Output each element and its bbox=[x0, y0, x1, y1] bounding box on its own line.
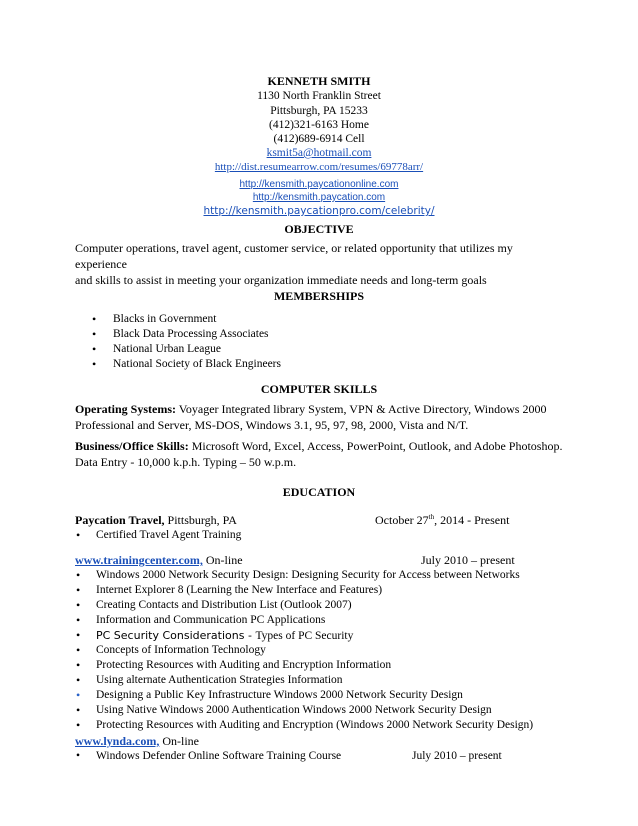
street-address: 1130 North Franklin Street bbox=[257, 90, 381, 102]
list-item: • Designing a Public Key Infrastructure Windows 2000 Network Security Design bbox=[75, 688, 533, 703]
business-skills-text: Microsoft Word, Excel, Access, PowerPoint, Outlook, and Adobe Photoshop. bbox=[188, 439, 563, 453]
memberships-list bbox=[75, 312, 281, 372]
trainingcenter-dates: July 2010 – present bbox=[421, 553, 515, 567]
objective-line-1: Computer operations, travel agent, customer service, or related opportunity that utilizes my experience bbox=[75, 241, 513, 271]
list-item: • Windows 2000 Network Security Design: Designing Security for Access between Networks bbox=[75, 568, 533, 583]
paycation-items bbox=[75, 528, 241, 543]
paycation-org: Paycation Travel, bbox=[75, 513, 165, 527]
list-item: • Information and Communication PC Applications bbox=[75, 613, 533, 628]
education-entry-trainingcenter bbox=[75, 552, 565, 568]
education-entry-paycation bbox=[75, 512, 565, 528]
memberships-heading: MEMBERSHIPS bbox=[273, 289, 364, 303]
cell-phone: (412)689-6914 Cell bbox=[273, 133, 365, 145]
operating-systems-block bbox=[75, 401, 565, 433]
list-item: • Using alternate Authentication Strategies Information bbox=[75, 673, 533, 688]
list-item: • Protecting Resources with Auditing and Encryption (Windows 2000 Network Security Design) bbox=[75, 718, 533, 733]
paycationpro-link[interactable]: http://kensmith.paycationpro.com/celebrity/ bbox=[203, 205, 435, 217]
objective-line-2: and skills to assist in meeting your organization immediate needs and long-term goals bbox=[75, 273, 487, 287]
paycationonline-link[interactable]: http://kensmith.paycationonline.com bbox=[239, 179, 399, 190]
paycation-dates: October 27th, 2014 - Present bbox=[375, 513, 510, 527]
list-item: • Protecting Resources with Auditing and Encryption Information bbox=[75, 658, 533, 673]
list-item: • Black Data Processing Associates bbox=[75, 327, 281, 342]
list-item: • Certified Travel Agent Training bbox=[75, 528, 241, 543]
objective-heading: OBJECTIVE bbox=[284, 222, 354, 236]
trainingcenter-items bbox=[75, 568, 533, 733]
education-entry-lynda bbox=[75, 733, 565, 749]
trainingcenter-location: On-line bbox=[202, 553, 243, 567]
objective-text bbox=[75, 240, 565, 288]
lynda-location: On-line bbox=[159, 734, 199, 748]
lynda-item: Windows Defender Online Software Training Course bbox=[96, 750, 342, 762]
list-item: • Internet Explorer 8 (Learning the New Interface and Features) bbox=[75, 583, 533, 598]
list-item: • National Society of Black Engineers bbox=[75, 357, 281, 372]
lynda-link[interactable]: www.lynda.com, bbox=[75, 734, 160, 748]
resumearrow-link[interactable]: http://dist.resumearrow.com/resumes/69778arr/ bbox=[214, 161, 424, 173]
paycation-location: Pittsburgh, PA bbox=[164, 513, 237, 527]
list-item: • Blacks in Government bbox=[75, 312, 281, 327]
email-link[interactable]: ksmit5a@hotmail.com bbox=[266, 147, 372, 159]
list-item: • National Urban League bbox=[75, 342, 281, 357]
business-skills-block bbox=[75, 438, 565, 470]
education-heading: EDUCATION bbox=[282, 485, 356, 499]
operating-systems-label: Operating Systems: bbox=[75, 402, 176, 416]
applicant-name: KENNETH SMITH bbox=[267, 74, 371, 88]
pc-security-prefix: PC Security Considerations - bbox=[96, 629, 256, 642]
operating-systems-text-2: Professional and Server, MS-DOS, Windows 3.1, 95, 97, 98, 2000, Vista and N/T. bbox=[75, 418, 469, 432]
lynda-dates: July 2010 – present bbox=[412, 750, 502, 762]
operating-systems-text: Voyager Integrated library System, VPN & Active Directory, Windows 2000 bbox=[176, 402, 547, 416]
business-skills-label: Business/Office Skills: bbox=[75, 439, 189, 453]
home-phone: (412)321-6163 Home bbox=[269, 119, 369, 131]
list-item: • Using Native Windows 2000 Authentication Windows 2000 Network Security Design bbox=[75, 703, 533, 718]
list-item: • Concepts of Information Technology bbox=[75, 643, 533, 658]
bullet-icon: • bbox=[76, 750, 81, 762]
list-item: • Creating Contacts and Distribution List (Outlook 2007) bbox=[75, 598, 533, 613]
list-item: • PC Security Considerations - Types of PC Security bbox=[75, 628, 533, 643]
business-skills-text-2: Data Entry - 10,000 k.p.h. Typing – 50 w.p.m. bbox=[75, 455, 297, 469]
computer-skills-heading: COMPUTER SKILLS bbox=[260, 382, 378, 396]
paycation-link[interactable]: http://kensmith.paycation.com bbox=[252, 192, 386, 203]
city-state-zip: Pittsburgh, PA 15233 bbox=[270, 105, 368, 117]
trainingcenter-link[interactable]: www.trainingcenter.com, bbox=[75, 553, 203, 567]
